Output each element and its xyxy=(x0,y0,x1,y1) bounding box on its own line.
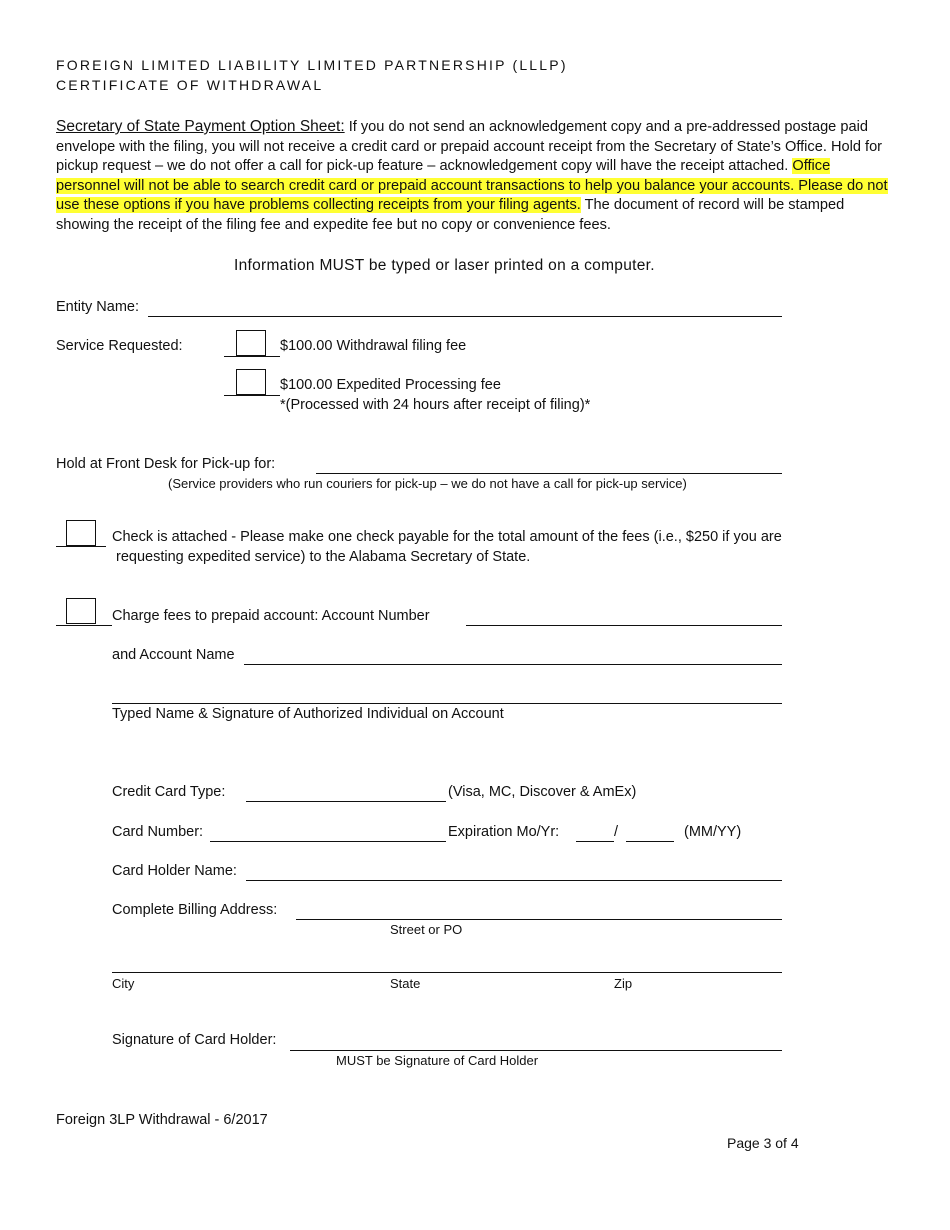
check-attached-line2: requesting expedited service) to the Alabama Secretary of State. xyxy=(116,549,531,565)
expedited-fee-blank xyxy=(224,395,280,396)
expiration-separator: / xyxy=(614,824,619,840)
prepaid-blank xyxy=(56,625,112,626)
street-caption: Street or PO xyxy=(390,922,463,937)
page-number: Page 3 of 4 xyxy=(727,1135,799,1151)
card-holder-name-label: Card Holder Name: xyxy=(112,863,237,879)
credit-card-type-field[interactable] xyxy=(246,801,446,802)
payment-option-heading: Secretary of State Payment Option Sheet: xyxy=(56,118,345,135)
hold-pickup-note: (Service providers who run couriers for pick-up – we do not have a call for pick-up service) xyxy=(168,476,687,491)
hold-pickup-field[interactable] xyxy=(316,473,782,474)
entity-name-field[interactable] xyxy=(148,316,782,317)
expiration-label: Expiration Mo/Yr: xyxy=(448,824,560,840)
card-holder-signature-caption: MUST be Signature of Card Holder xyxy=(336,1053,539,1068)
check-attached-line1: Check is attached - Please make one check payable for the total amount of the fees (i.e., $250 if you are xyxy=(112,529,782,545)
prepaid-account-checkbox[interactable] xyxy=(66,598,96,624)
withdrawal-fee-label: $100.00 Withdrawal filing fee xyxy=(280,338,467,354)
form-title: FOREIGN LIMITED LIABILITY LIMITED PARTNERSHIP (LLLP) xyxy=(56,57,568,73)
expedited-fee-checkbox[interactable] xyxy=(236,369,266,395)
billing-street-field[interactable] xyxy=(296,919,782,920)
card-holder-signature-field[interactable] xyxy=(290,1050,782,1051)
expiration-format: (MM/YY) xyxy=(684,824,742,840)
intro-highlight-text: Office personnel will not be able to search credit card or prepaid account transactions to help you balance your accounts. Please do not use these options if you have problems collecting receipts from your filing agents. xyxy=(56,158,888,214)
zip-caption: Zip xyxy=(614,976,633,991)
card-number-label: Card Number: xyxy=(112,824,204,840)
service-requested-label: Service Requested: xyxy=(56,338,183,354)
authorized-signature-field[interactable] xyxy=(112,703,782,704)
expedited-fee-label: $100.00 Expedited Processing fee xyxy=(280,377,501,393)
prepaid-account-label: Charge fees to prepaid account: Account Number xyxy=(112,608,430,624)
billing-address-label: Complete Billing Address: xyxy=(112,902,278,918)
expiration-year-field[interactable] xyxy=(626,841,674,842)
card-number-field[interactable] xyxy=(210,841,446,842)
intro-text: If you do not send an acknowledgement copy and a pre-addressed postage paid envelope with the filing, you will not receive a credit card or prepaid account receipt from the Secretary of State’s Office. Hold for pickup request – we do not offer a call for pick-up feature – acknowledgement copy will have the receipt attached. xyxy=(56,119,883,175)
typed-notice: Information MUST be typed or laser printed on a computer. xyxy=(234,257,655,274)
check-attached-checkbox[interactable] xyxy=(66,520,96,546)
form-subtitle: CERTIFICATE OF WITHDRAWAL xyxy=(56,77,324,93)
credit-card-type-note: (Visa, MC, Discover & AmEx) xyxy=(448,784,637,800)
expedited-fee-note: *(Processed with 24 hours after receipt of filing)* xyxy=(280,397,591,413)
city-caption: City xyxy=(112,976,135,991)
billing-city-state-zip-field[interactable] xyxy=(112,972,782,973)
intro-text-2: The document of record will be stamped showing the receipt of the filing fee and expedite fee but no copy or convenience fees. xyxy=(56,197,845,233)
credit-card-type-label: Credit Card Type: xyxy=(112,784,226,800)
state-caption: State xyxy=(390,976,421,991)
withdrawal-fee-checkbox[interactable] xyxy=(236,330,266,356)
withdrawal-fee-blank xyxy=(224,356,280,357)
card-holder-signature-label: Signature of Card Holder: xyxy=(112,1032,277,1048)
form-id: Foreign 3LP Withdrawal - 6/2017 xyxy=(56,1112,268,1128)
account-name-field[interactable] xyxy=(244,664,782,665)
entity-name-label: Entity Name: xyxy=(56,299,139,315)
expiration-month-field[interactable] xyxy=(576,841,614,842)
account-name-label: and Account Name xyxy=(112,647,235,663)
check-blank xyxy=(56,546,106,547)
hold-pickup-label: Hold at Front Desk for Pick-up for: xyxy=(56,456,276,472)
card-holder-name-field[interactable] xyxy=(246,880,782,881)
account-number-field[interactable] xyxy=(466,625,782,626)
authorized-signature-caption: Typed Name & Signature of Authorized Individual on Account xyxy=(112,706,504,722)
payment-option-paragraph xyxy=(56,117,898,236)
